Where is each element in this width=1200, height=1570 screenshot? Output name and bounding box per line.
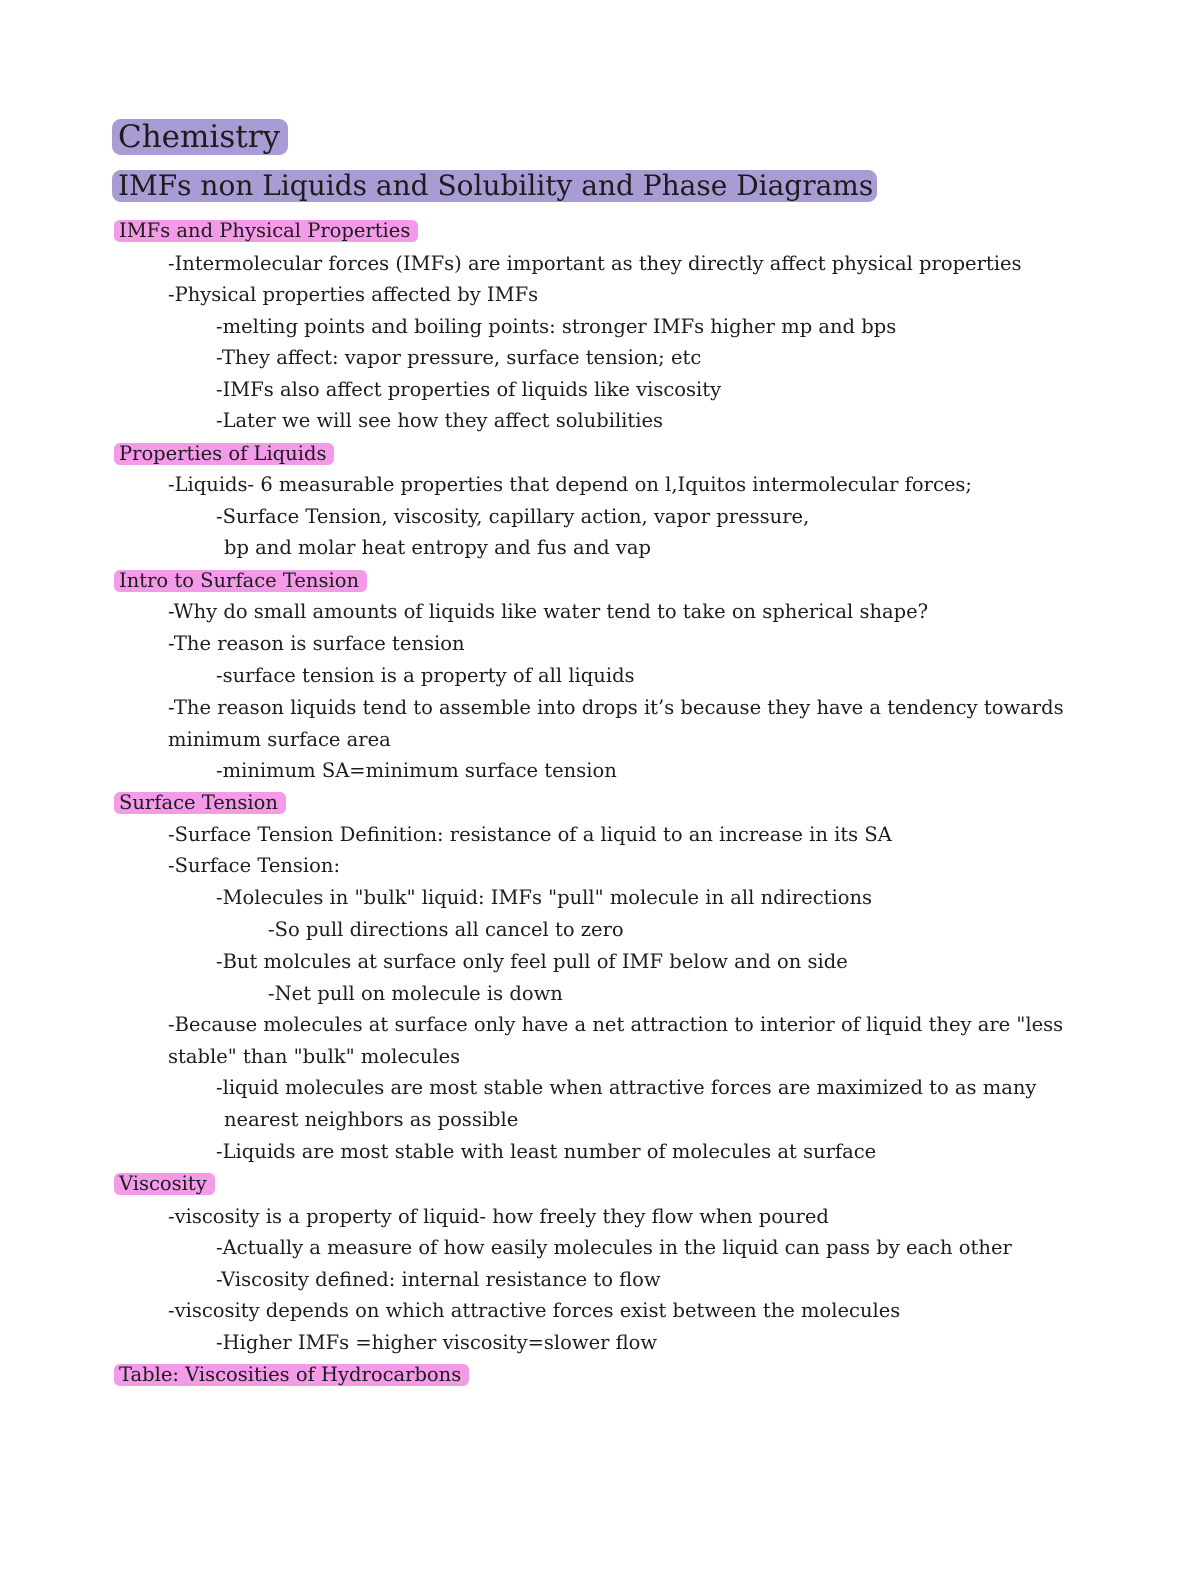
text-line: -They affect: vapor pressure, surface tension; etc bbox=[216, 346, 702, 369]
text-line: -Liquids- 6 measurable properties that depend on l,Iquitos intermolecular forces; bbox=[168, 473, 972, 496]
text-line: -viscosity is a property of liquid- how freely they flow when poured bbox=[168, 1205, 829, 1228]
text-line: -Surface Tension Definition: resistance of a liquid to an increase in its SA bbox=[168, 823, 892, 846]
text-line: -melting points and boiling points: stronger IMFs higher mp and bps bbox=[216, 315, 897, 338]
text-line: -viscosity depends on which attractive forces exist between the molecules bbox=[168, 1299, 901, 1322]
text-line: -Intermolecular forces (IMFs) are important as they directly affect physical properties bbox=[168, 252, 1022, 275]
text-line: -Surface Tension: bbox=[168, 854, 341, 877]
text-line: bp and molar heat entropy and fus and vap bbox=[224, 536, 651, 559]
text-line: nearest neighbors as possible bbox=[224, 1108, 519, 1131]
text-line: -IMFs also affect properties of liquids like viscosity bbox=[216, 378, 722, 401]
page-title: Chemistry bbox=[112, 119, 288, 155]
text-line: -The reason is surface tension bbox=[168, 632, 465, 655]
text-line: -So pull directions all cancel to zero bbox=[268, 918, 624, 941]
text-line: -Actually a measure of how easily molecules in the liquid can pass by each other bbox=[216, 1236, 1012, 1259]
section-heading-imfs-physical-properties: IMFs and Physical Properties bbox=[114, 220, 418, 242]
text-line: -liquid molecules are most stable when attractive forces are maximized to as many bbox=[216, 1076, 1037, 1099]
text-line: -But molcules at surface only feel pull of IMF below and on side bbox=[216, 950, 848, 973]
text-line: -Surface Tension, viscosity, capillary action, vapor pressure, bbox=[216, 505, 810, 528]
text-line: -Liquids are most stable with least number of molecules at surface bbox=[216, 1140, 877, 1163]
text-line: -Viscosity defined: internal resistance to flow bbox=[216, 1268, 661, 1291]
text-line: -Higher IMFs =higher viscosity=slower flow bbox=[216, 1331, 658, 1354]
section-heading-properties-of-liquids: Properties of Liquids bbox=[114, 443, 334, 465]
text-line: -Later we will see how they affect solubilities bbox=[216, 409, 664, 432]
page-subtitle: IMFs non Liquids and Solubility and Phase Diagrams bbox=[112, 170, 877, 202]
text-line: stable" than "bulk" molecules bbox=[168, 1045, 461, 1068]
text-line: -Why do small amounts of liquids like water tend to take on spherical shape? bbox=[168, 600, 929, 623]
section-heading-viscosities-table: Table: Viscosities of Hydrocarbons bbox=[114, 1364, 469, 1386]
text-line: -Molecules in "bulk" liquid: IMFs "pull" molecule in all ndirections bbox=[216, 886, 873, 909]
section-heading-viscosity: Viscosity bbox=[114, 1173, 215, 1195]
text-line: -Because molecules at surface only have a net attraction to interior of liquid they are "less bbox=[168, 1013, 1064, 1036]
text-line: -Net pull on molecule is down bbox=[268, 982, 563, 1005]
text-line: -minimum SA=minimum surface tension bbox=[216, 759, 617, 782]
section-heading-surface-tension: Surface Tension bbox=[114, 792, 286, 814]
text-line: -The reason liquids tend to assemble into drops it’s because they have a tendency towards bbox=[168, 696, 1064, 719]
text-line: minimum surface area bbox=[168, 728, 391, 751]
text-line: -surface tension is a property of all liquids bbox=[216, 664, 635, 687]
section-heading-intro-surface-tension: Intro to Surface Tension bbox=[114, 570, 367, 592]
text-line: -Physical properties affected by IMFs bbox=[168, 283, 539, 306]
